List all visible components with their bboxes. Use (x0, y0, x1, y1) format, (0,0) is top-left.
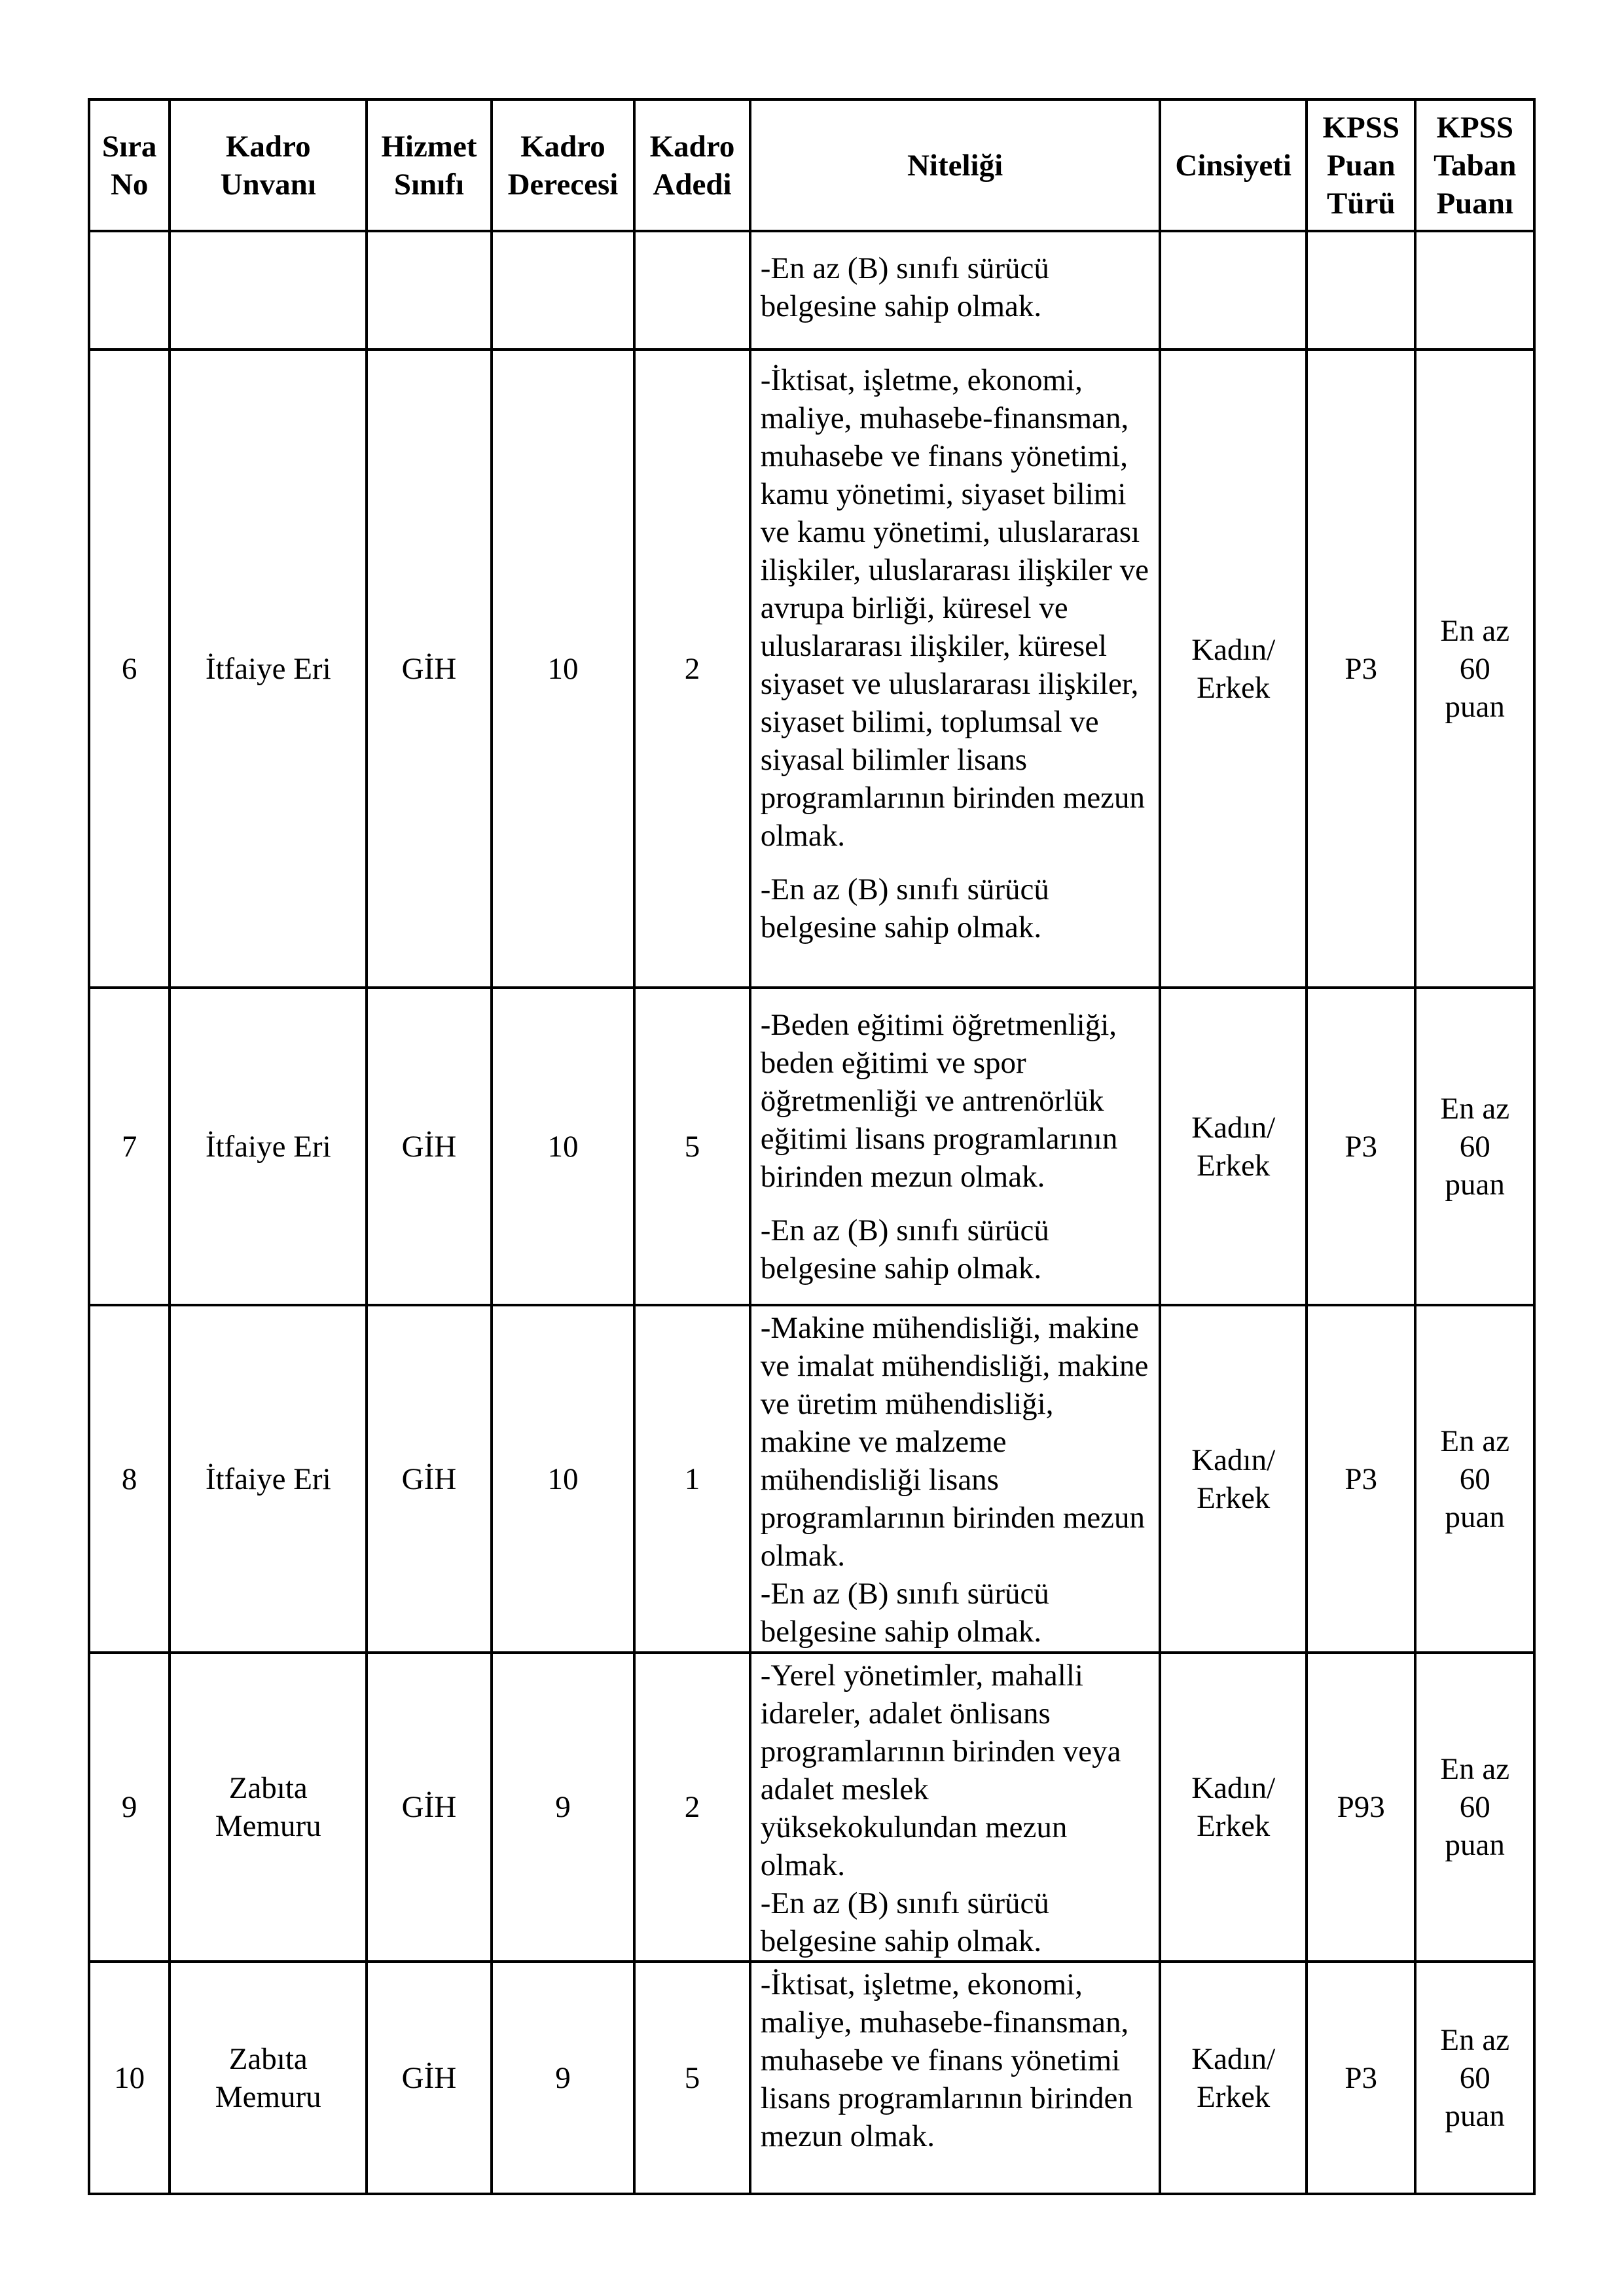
cell-cinsiyeti: Kadın/ Erkek (1160, 1653, 1307, 1962)
cell-sira-no: 6 (89, 350, 170, 988)
cell-kpss-taban-puani: En az 60 puan (1415, 350, 1534, 988)
header-niteligi: Niteliği (750, 99, 1161, 231)
cell-hizmet-sinifi: GİH (367, 1962, 492, 2194)
header-kadro-adedi: Kadro Adedi (634, 99, 749, 231)
cell-kpss-taban-puani: En az 60 puan (1415, 1962, 1534, 2194)
header-row (89, 99, 1534, 231)
cell-kadro-derecesi: 10 (492, 1305, 635, 1653)
cell-kpss-puan-turu: P93 (1307, 1653, 1415, 1962)
header-sira-no: Sıra No (89, 99, 170, 231)
header-kadro-unvani: Kadro Unvanı (170, 99, 367, 231)
nitelik-paragraph: -İktisat, işletme, ekonomi, maliye, muhasebe-finansman, muhasebe ve finans yönetimi lisans programlarının birinden mezun olmak. (760, 1967, 1133, 2153)
header-hizmet-sinifi: Hizmet Sınıfı (367, 99, 492, 231)
cell-kadro-adedi: 1 (634, 1305, 749, 1653)
cell-kpss-puan-turu: P3 (1307, 350, 1415, 988)
cell-sira-no: 9 (89, 1653, 170, 1962)
continuation-row (89, 231, 1534, 350)
header-cinsiyeti: Cinsiyeti (1160, 99, 1307, 231)
cell-kpss-puan-turu: P3 (1307, 988, 1415, 1305)
header-kpss-taban-puani: KPSS Taban Puanı (1415, 99, 1534, 231)
cell-nitelik (750, 1962, 1161, 2194)
cell-cinsiyeti: Kadın/ Erkek (1160, 350, 1307, 988)
nitelik-paragraph: -En az (B) sınıfı sürücü belgesine sahip olmak. (760, 251, 1049, 323)
cell-empty (1307, 231, 1415, 350)
cell-kpss-taban-puani: En az 60 puan (1415, 988, 1534, 1305)
cell-kpss-puan-turu: P3 (1307, 1962, 1415, 2194)
cell-nitelik (750, 988, 1161, 1305)
cell-kadro-unvani: İtfaiye Eri (170, 988, 367, 1305)
nitelik-paragraph: -İktisat, işletme, ekonomi, maliye, muhasebe-finansman, muhasebe ve finans yönetimi, kamu yönetimi, siyaset bilimi ve kamu yönetimi, uluslararası ilişkiler, uluslararası ilişkiler ve avrupa birliği, küresel ve uluslararası ilişkiler, küresel siyaset ve uluslararası ilişkiler, siyaset bilimi, toplumsal ve siyasal bilimler lisans programlarının birinden mezun olmak. (760, 363, 1149, 853)
nitelik-paragraph: -En az (B) sınıfı sürücü belgesine sahip olmak. (760, 1886, 1049, 1958)
nitelik-paragraph: -Yerel yönetimler, mahalli idareler, adalet önlisans programlarının birinden veya adalet meslek yüksekokulundan mezun olmak. (760, 1659, 1121, 1882)
cell-nitelik (750, 1305, 1161, 1653)
cell-kadro-adedi: 5 (634, 988, 749, 1305)
cell-empty (1415, 231, 1534, 350)
nitelik-paragraph: -En az (B) sınıfı sürücü belgesine sahip olmak. (760, 872, 1049, 944)
kadro-table (88, 98, 1536, 2195)
cell-nitelik (750, 1653, 1161, 1962)
cell-sira-no: 10 (89, 1962, 170, 2194)
cell-empty (634, 231, 749, 350)
cell-kadro-derecesi: 9 (492, 1962, 635, 2194)
cell-hizmet-sinifi: GİH (367, 988, 492, 1305)
cell-sira-no: 8 (89, 1305, 170, 1653)
table-row (89, 1962, 1534, 2194)
header-kpss-puan-turu: KPSS Puan Türü (1307, 99, 1415, 231)
cell-empty (492, 231, 635, 350)
cell-kadro-unvani: İtfaiye Eri (170, 1305, 367, 1653)
cell-kadro-unvani: Zabıta Memuru (170, 1962, 367, 2194)
header-kadro-derecesi: Kadro Derecesi (492, 99, 635, 231)
cell-cinsiyeti: Kadın/ Erkek (1160, 1305, 1307, 1653)
table-row (89, 350, 1534, 988)
cell-hizmet-sinifi: GİH (367, 1305, 492, 1653)
cell-kpss-taban-puani: En az 60 puan (1415, 1653, 1534, 1962)
table-row (89, 988, 1534, 1305)
table-row (89, 1305, 1534, 1653)
cell-kpss-taban-puani: En az 60 puan (1415, 1305, 1534, 1653)
cell-kadro-unvani: İtfaiye Eri (170, 350, 367, 988)
cell-empty (170, 231, 367, 350)
cell-empty (1160, 231, 1307, 350)
nitelik-paragraph: -En az (B) sınıfı sürücü belgesine sahip olmak. (760, 1577, 1049, 1649)
cell-nitelik (750, 231, 1161, 350)
cell-hizmet-sinifi: GİH (367, 350, 492, 988)
nitelik-paragraph: -En az (B) sınıfı sürücü belgesine sahip olmak. (760, 1213, 1049, 1285)
cell-hizmet-sinifi: GİH (367, 1653, 492, 1962)
cell-kadro-adedi: 5 (634, 1962, 749, 2194)
nitelik-paragraph: -Makine mühendisliği, makine ve imalat mühendisliği, makine ve üretim mühendisliği, makine ve malzeme mühendisliği lisans programlarının birinden mezun olmak. (760, 1311, 1149, 1573)
cell-sira-no: 7 (89, 988, 170, 1305)
cell-empty (367, 231, 492, 350)
cell-cinsiyeti: Kadın/ Erkek (1160, 988, 1307, 1305)
table-row (89, 1653, 1534, 1962)
cell-kadro-adedi: 2 (634, 350, 749, 988)
cell-kadro-adedi: 2 (634, 1653, 749, 1962)
cell-kadro-derecesi: 9 (492, 1653, 635, 1962)
nitelik-paragraph: -Beden eğitimi öğretmenliği, beden eğitimi ve spor öğretmenliği ve antrenörlük eğitimi lisans programlarının birinden mezun olmak. (760, 1008, 1118, 1194)
cell-cinsiyeti: Kadın/ Erkek (1160, 1962, 1307, 2194)
cell-empty (89, 231, 170, 350)
cell-kadro-derecesi: 10 (492, 350, 635, 988)
cell-kadro-derecesi: 10 (492, 988, 635, 1305)
cell-kpss-puan-turu: P3 (1307, 1305, 1415, 1653)
cell-nitelik (750, 350, 1161, 988)
cell-kadro-unvani: Zabıta Memuru (170, 1653, 367, 1962)
